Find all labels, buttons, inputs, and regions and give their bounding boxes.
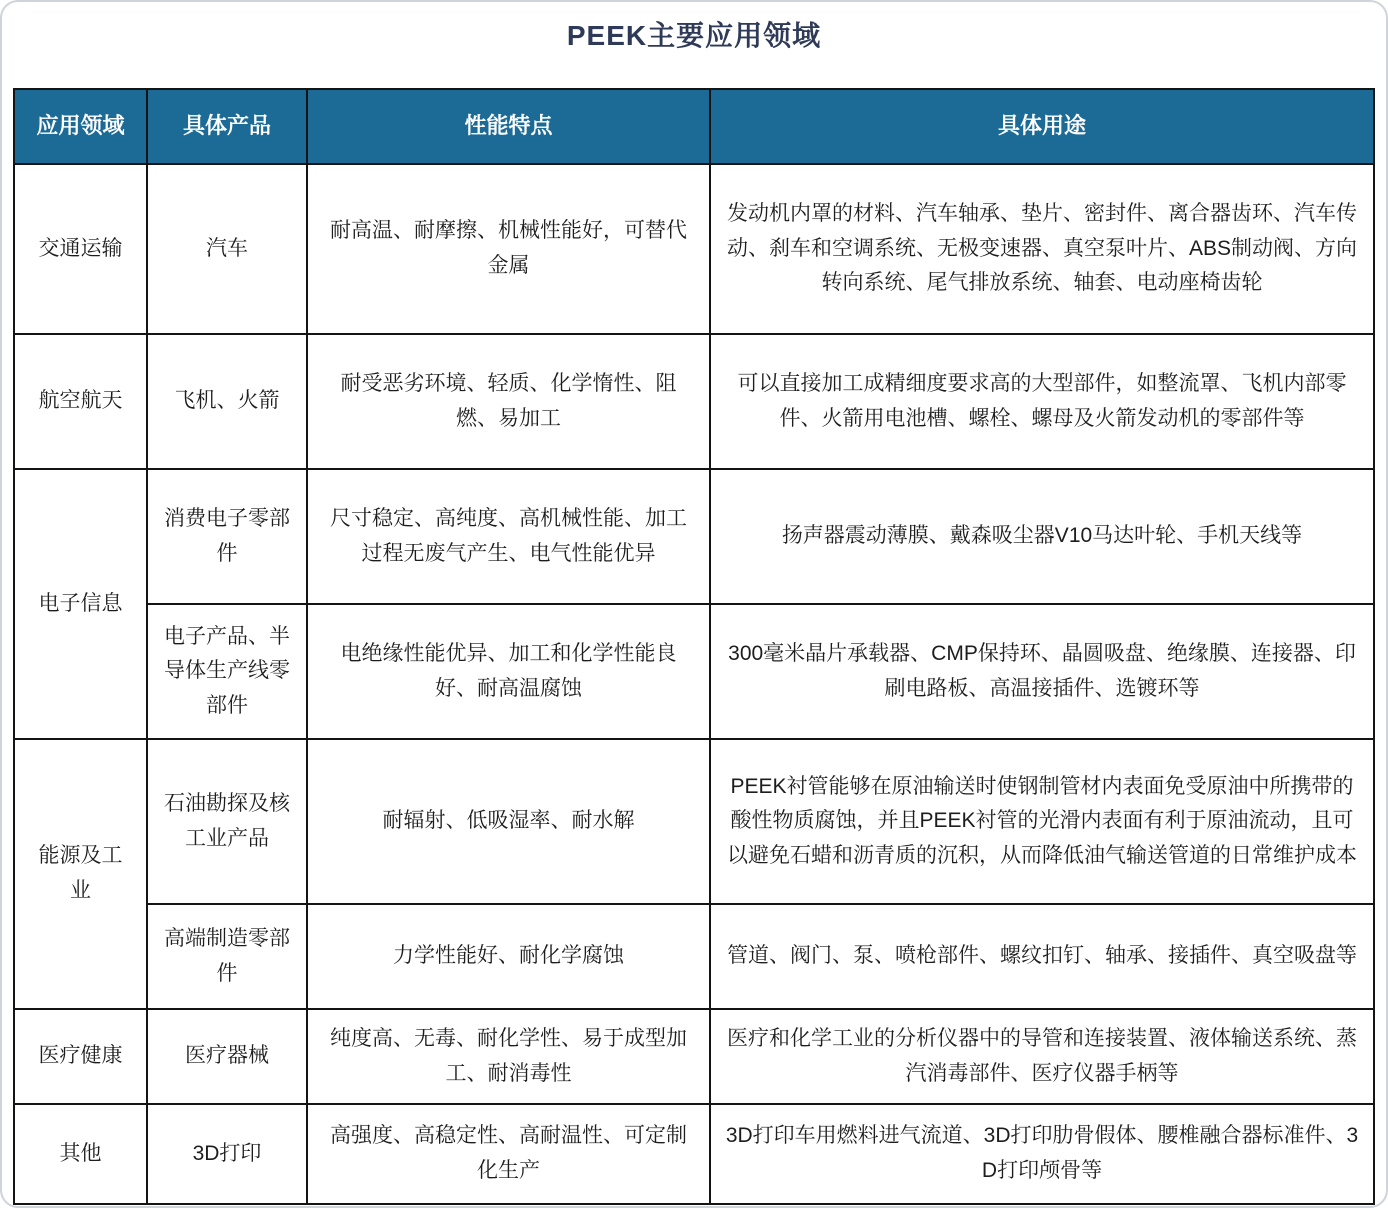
cell-area: 交通运输 [14,164,147,334]
cell-features: 纯度高、无毒、耐化学性、易于成型加工、耐消毒性 [307,1009,710,1104]
cell-uses: 医疗和化学工业的分析仪器中的导管和连接装置、液体输送系统、蒸汽消毒部件、医疗仪器手柄等 [710,1009,1374,1104]
cell-features: 耐辐射、低吸湿率、耐水解 [307,739,710,904]
table-row [14,604,1374,739]
table-row [14,164,1374,334]
cell-product: 消费电子零部件 [147,469,307,604]
cell-uses: 300毫米晶片承载器、CMP保持环、晶圆吸盘、绝缘膜、连接器、印刷电路板、高温接插件、选镀环等 [710,604,1374,739]
table-row [14,739,1374,904]
header-performance-features: 性能特点 [307,89,710,164]
page-title: PEEK主要应用领域 [566,20,822,51]
cell-product: 医疗器械 [147,1009,307,1104]
cell-features: 尺寸稳定、高纯度、高机械性能、加工过程无废气产生、电气性能优异 [307,469,710,604]
cell-uses: 可以直接加工成精细度要求高的大型部件，如整流罩、飞机内部零件、火箭用电池槽、螺栓、螺母及火箭发动机的零部件等 [710,334,1374,469]
cell-features: 耐受恶劣环境、轻质、化学惰性、阻燃、易加工 [307,334,710,469]
header-row [14,89,1374,164]
cell-features: 高强度、高稳定性、高耐温性、可定制化生产 [307,1104,710,1204]
cell-uses: PEEK衬管能够在原油输送时使钢制管材内表面免受原油中所携带的酸性物质腐蚀，并且PEEK衬管的光滑内表面有利于原油流动，且可以避免石蜡和沥青质的沉积，从而降低油气输送管道的日常维护成本 [710,739,1374,904]
cell-area: 能源及工业 [14,739,147,1009]
cell-product: 飞机、火箭 [147,334,307,469]
cell-product: 石油勘探及核工业产品 [147,739,307,904]
cell-area: 航空航天 [14,334,147,469]
table-body [14,164,1374,1204]
table-row [14,334,1374,469]
cell-uses: 管道、阀门、泵、喷枪部件、螺纹扣钉、轴承、接插件、真空吸盘等 [710,904,1374,1009]
cell-area: 医疗健康 [14,1009,147,1104]
cell-product: 3D打印 [147,1104,307,1204]
table-row [14,469,1374,604]
table-row [14,1009,1374,1104]
cell-area: 其他 [14,1104,147,1204]
cell-product: 汽车 [147,164,307,334]
cell-uses: 扬声器震动薄膜、戴森吸尘器V10马达叶轮、手机天线等 [710,469,1374,604]
cell-area: 电子信息 [14,469,147,739]
table-row [14,904,1374,1009]
cell-uses: 3D打印车用燃料进气流道、3D打印肋骨假体、腰椎融合器标准件、3D打印颅骨等 [710,1104,1374,1204]
peek-applications-table [13,88,1375,1205]
table-header [14,89,1374,164]
header-specific-uses: 具体用途 [710,89,1374,164]
cell-uses: 发动机内罩的材料、汽车轴承、垫片、密封件、离合器齿环、汽车传动、刹车和空调系统、无极变速器、真空泵叶片、ABS制动阀、方向转向系统、尾气排放系统、轴套、电动座椅齿轮 [710,164,1374,334]
cell-product: 电子产品、半导体生产线零部件 [147,604,307,739]
cell-features: 耐高温、耐摩擦、机械性能好，可替代金属 [307,164,710,334]
cell-product: 高端制造零部件 [147,904,307,1009]
header-specific-product: 具体产品 [147,89,307,164]
table-row [14,1104,1374,1204]
header-application-area: 应用领域 [14,89,147,164]
cell-features: 力学性能好、耐化学腐蚀 [307,904,710,1009]
cell-features: 电绝缘性能优异、加工和化学性能良好、耐高温腐蚀 [307,604,710,739]
